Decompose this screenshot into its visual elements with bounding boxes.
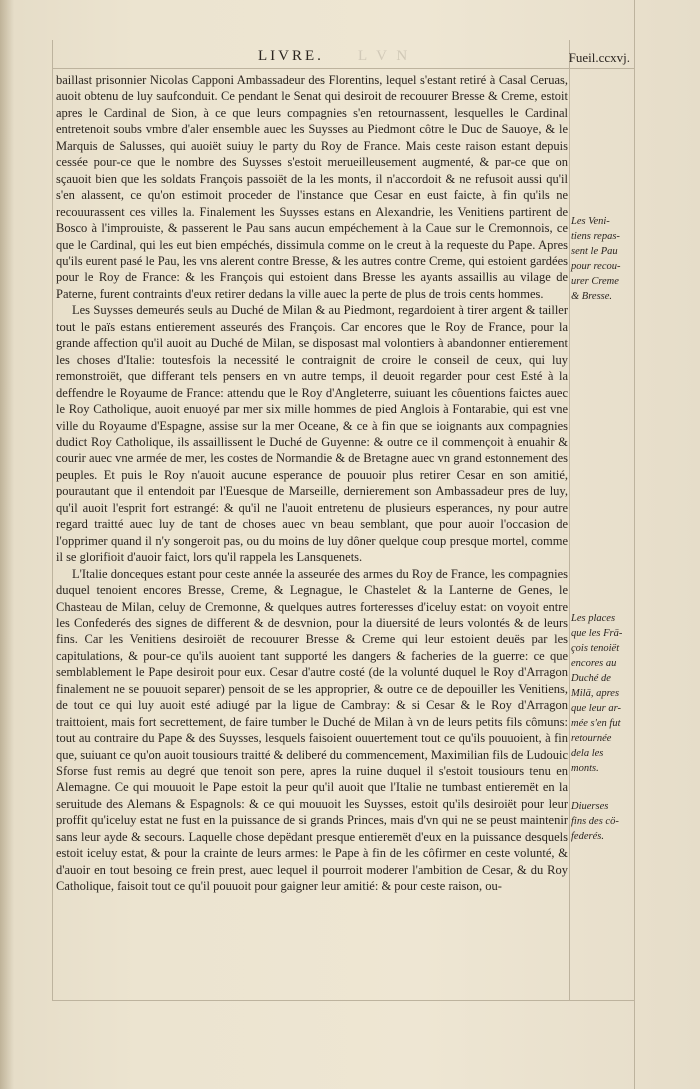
text-column-rule bbox=[569, 40, 570, 1000]
margin-note-places: Les places que les Frä- çois tenoiët encores au Duché de Milä, apres que leur ar- mée s'en fut retournée dela les monts. bbox=[571, 613, 623, 774]
paragraph-2: Les Suysses demeurés seuls au Duché de Milan & au Piedmont, regardoient à tirer argent & tailler tout le païs estans entierement asseurés des François. Car encores que le Roy de France, pour la grande affection qu'il auoit au Duché de Milan, se disposast mal volontiers à abandonner entierement les choses d'Italie: toutesfois la necessité le contraignit de croire le conseil de ceux, qui luy remonstroiët, que differant tels pensers en vn autre temps, il deuoit regarder pour cest Esté à la deffendre le Royaume de France: attendu que le Roy d'Angleterre, suiuant les côuentions faictes auec le Roy Catholique, auoit enuoyé par mer six mille hommes de pied Anglois à Fontarabie, qui est vne ville du Royaume d'Espagne, assise sur la mer Oceane, & ce à fin que se ioignants aux compagnies dudict Roy Catholique, ils assaillissent le Duché de Guyenne: & outre ce il commençoit à enuahir & courir auec vne armée de mer, les costes de Normandie & de Bretagne auec vn grand estonnement des peuples. Et puis le Roy n'auoit aucune esperance de pouuoir plus retirer Cesar en son amitié, pourautant que il entendoit par l'Euesque de Marseille, dernierement son Ambassadeur pres de luy, qu'il auoit l'esprit fort estrangé: & qu'il ne l'auoit entretenu de plusieurs esperances, ny pour autre regard traitté auec luy de tant de choses auec vn beau semblant, que pour auoir l'occasion de l'opprimer quand il n'y songeroit pas, ou du moins de luy dôner quelque coup presque mortel, comme il se glorifioit d'auoir faict, lors qu'il rappela les Lansquenets. bbox=[56, 303, 568, 565]
margin-note-venitiens: Les Veni- tiens repas- sent le Pau pour recou- urer Creme & Bresse. bbox=[571, 216, 621, 302]
spine-shadow bbox=[0, 0, 14, 1089]
show-through-text: L V N bbox=[358, 48, 411, 64]
running-title: LIVRE. bbox=[258, 48, 324, 64]
folio-number: Fueil.ccxvj. bbox=[568, 50, 630, 65]
margin-note-diuerses: Diuerses fins des cö- federés. bbox=[571, 801, 619, 842]
page-header bbox=[58, 48, 630, 68]
paragraph-1: baillast prisonnier Nicolas Capponi Ambassadeur des Florentins, lequel s'estant retiré à Casal Ceruas, auoit obtenu de luy saufconduit. Ce pendant le Senat qui desiroit de recouurer Bresse & Creme, estoit apres le Cardinal de Sion, à ce que leurs compagnies s'en retournassent, lesquelles le Cardinal entretenoit soubs vmbre d'aler ensemble auec les Suysses au Piedmont côtre le Duc de Sauoye, & le Marquis de Salusses, qui auoiët suiuy le party du Roy de France. Mais ceste raison estant depuis cessée pour-ce que le nombre des Suysses s'estoit merueilleusement augmenté, & par-ce que on sçauoit bien que les soldats François passoiët de la les monts, il n'accordoit & ne refusoit aussi qu'il s'en alassent, ce qu'on estimoit proceder de l'instance que Cesar en eust faicte, à fin qu'ils ne recouurassent ces villes la. Finalement les Suysses estans en Alexandrie, les Venitiens partirent de Bosco à l'improuiste, & passerent le Pau sans aucun empéchement à la Caue sur le Cremonnois, ce que le Cardinal, qui les eut bien empéchés, dissimula comme on le creut à la requeste du Pape. Apres qu'ils eurent pasé le Pau, les vns alerent contre Bresse, & les autres contre Creme, qui estoient gardées pour le Roy de France: & les François qui estoient dans Bresse les ayants assaillis au vilage de Paterne, furent contraints d'eux retirer dedans la ville auec la perte de plus de trois cents hommes. bbox=[56, 73, 568, 301]
paragraph-3: L'Italie donceques estant pour ceste année la asseurée des armes du Roy de France, les compagnies duquel tenoient encores Bresse, Creme, & Legnague, le Chastelet & la Lanterne de Genes, le Chasteau de Milan, celuy de Cremonne, & quelques autres forteresses d'iceluy estat: on voyoit entre les Confederés des signes de different & de desvnion, pour la diuersité de leurs volontés & de leurs fins. Car les Venitiens desiroiët de recouurer Bresse & Creme qui leur estoient deuës par les capitulations, & pour-ce qu'ils auoient tant supporté les dangers & facheries de la guerre: ce que semblablement le Pape desiroit pour eux. Cesar d'autre costé (de la volunté duquel le Roy d'Arragon finalement ne se pouuoit separer) pensoit de se les approprier, & outre ce de depouiller les Venitiens, de tout ce qui luy auoit esté adiugé par la ligue de Cambray: & si Cesar & le Roy d'Arragon traittoient, mais fort secrettement, de faire tumber le Duché de Milan à vn de leurs petits fils cômuns: tout au contraire du Pape & des Suysses, lesquels faisoient ouuertement tout ce qu'ils pouuoient, à fin que, suiuant ce qu'on auoit tousiours traitté & deliberé du commencement, Maximilian fils de Ludouic Sforse fust remis au degré que tenoit son pere, apres la ruine duquel il s'estoit tousiours tenu en Alemagne. Ce qui mouuoit le Pape estoit la peur qu'il auoit que l'Italie ne tumbast entieremët en la seruitude des Alemans & Espagnols: & ce qui mouuoit les Suysses, estoit qu'ils desiroiët pour leur proffit qu'iceluy estat ne fust en la puissance de si grands Princes, mais d'vn qui ne se peust maintenir sans leur ayde & secours. Laquelle chose depëdant presque entieremët d'eux en la puissance desquels estoit iceluy estat, & pour la crainte de leurs armes: le Pape à fin de les côfirmer en ceste volunté, & d'auoir en tout besoing ce frein prest, auec lequel il pourroit moderer l'ambition de Cesar, & du Roy Catholique, faisoit tout ce qu'il pouuoit pour gaigner leur amitié: & pour ceste raison, ou- bbox=[56, 566, 568, 894]
outer-margin-rule bbox=[634, 0, 635, 1089]
main-text bbox=[56, 72, 568, 895]
header-rule bbox=[52, 68, 634, 69]
left-margin-rule bbox=[52, 40, 53, 1000]
footer-rule bbox=[52, 1000, 634, 1001]
